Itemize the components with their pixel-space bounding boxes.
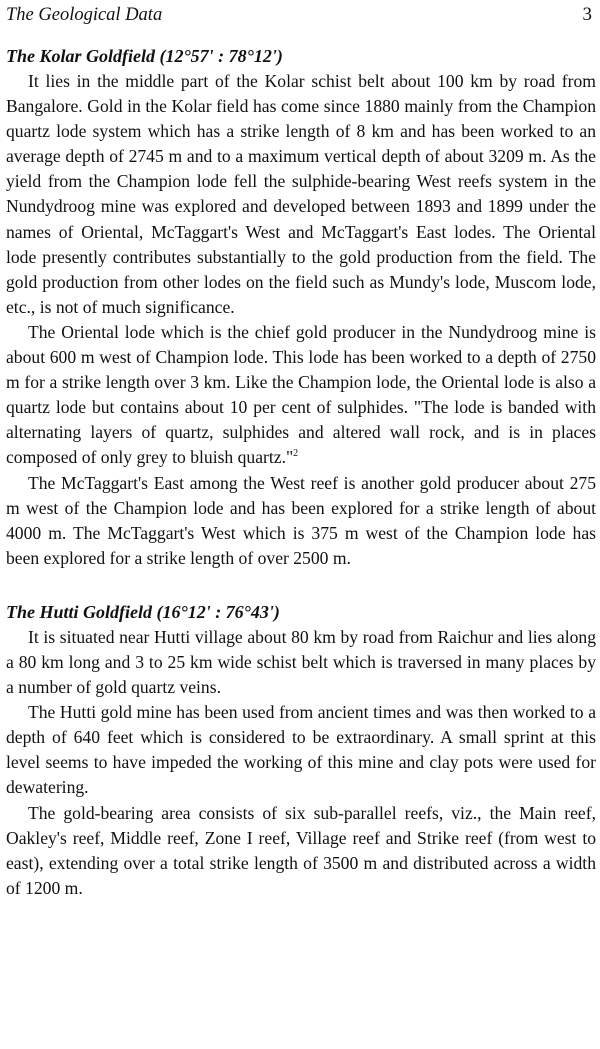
section-hutti-goldfield (6, 600, 596, 901)
running-head-title: The Geological Data (6, 5, 163, 25)
section-heading: The Hutti Goldfield (16°12' : 76°43') (6, 601, 280, 622)
paragraph: The Hutti gold mine has been used from ancient times and was then worked to a depth of 640 feet which is considered to be extraordinary. A small sprint at this level seems to have impeded the working of this mine and clay pots were used for dewatering. (6, 702, 596, 798)
book-page (6, 0, 596, 901)
section-heading: The Kolar Goldfield (12°57' : 78°12') (6, 46, 283, 66)
running-head (6, 0, 596, 30)
section-kolar-goldfield (6, 44, 596, 571)
paragraph-text: The Oriental lode which is the chief gold producer in the Nundydroog mine is about 600 m west of Champion lode. This lode has been worked to a depth of 2750 m for a strike length over 3 km. Like the Champion lode, the Oriental lode is also a quartz lode but contains about 10 per cent of sulphides. "The lode is banded with alternating layers of quartz, sulphides and altered wall rock, and is in places composed of only grey to bluish quartz." (6, 321, 596, 468)
footnote-reference: 2 (293, 448, 299, 460)
page-number: 3 (582, 4, 592, 25)
paragraph: The McTaggart's East among the West reef is another gold producer about 275 m west of the Champion lode and has been explored for a strike length of about 4000 m. The McTaggart's West which is 375 m west of the Champion lode has been explored for a strike length of over 2500 m. (6, 472, 596, 568)
paragraph: The gold-bearing area consists of six sub-parallel reefs, viz., the Main reef, Oakley's reef, Middle reef, Zone I reef, Village reef and Strike reef (from west to east), extending over a total strike length of 3500 m and distributed across a width of 1200 m. (6, 802, 596, 898)
paragraph: It is situated near Hutti village about 80 km by road from Raichur and lies along a 80 km long and 3 to 25 km wide schist belt which is traversed in many places by a number of gold quartz veins. (6, 626, 596, 698)
paragraph: It lies in the middle part of the Kolar schist belt about 100 km by road from Bangalore. Gold in the Kolar field has come since 1880 mainly from the Champion quartz lode system which has a strike length of 8 km and has been worked to an average depth of 2745 m and to a maximum vertical depth of about 3209 m. As the yield from the Champion lode fell the sulphide-bearing West reefs system in the Nundydroog mine was explored and developed between 1893 and 1899 under the names of Oriental, McTaggart's West and McTaggart's East lodes. The Oriental lode presently contributes substantially to the gold production from the field. The gold production from other lodes on the field such as Mundy's lode, Muscom lode, etc., is not of much significance. (6, 71, 596, 317)
paragraph (6, 320, 596, 471)
